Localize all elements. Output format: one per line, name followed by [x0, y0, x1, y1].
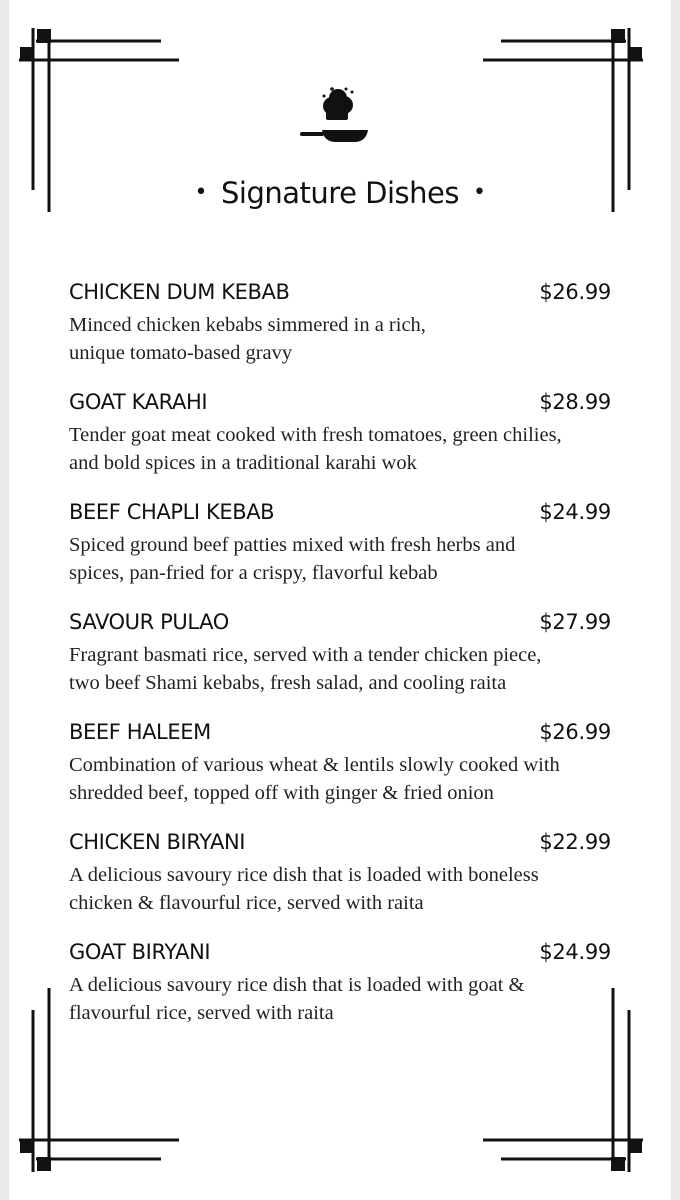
item-description: [69, 861, 619, 917]
item-name: GOAT KARAHI: [69, 390, 208, 414]
item-description-line: A delicious savoury rice dish that is loaded with goat &: [69, 974, 525, 996]
item-description-line: Tender goat meat cooked with fresh tomatoes, green chilies,: [69, 424, 562, 446]
item-description-line: flavourful rice, served with raita: [69, 1002, 334, 1024]
item-description: [69, 311, 619, 367]
page-title: [0, 176, 680, 210]
item-price: $24.99: [539, 940, 611, 964]
item-price: $26.99: [539, 720, 611, 744]
item-description: [69, 421, 619, 477]
item-description-line: and bold spices in a traditional karahi wok: [69, 452, 417, 474]
item-name: GOAT BIRYANI: [69, 940, 211, 964]
menu-item: [69, 830, 611, 940]
item-price: $24.99: [539, 500, 611, 524]
title-bullet-left: •: [194, 180, 208, 205]
item-name: BEEF HALEEM: [69, 720, 211, 744]
menu-item: [69, 390, 611, 500]
item-description-line: two beef Shami kebabs, fresh salad, and cooling raita: [69, 672, 507, 694]
item-price: $27.99: [539, 610, 611, 634]
item-description-line: shredded beef, topped off with ginger & fried onion: [69, 782, 494, 804]
menu-item: [69, 500, 611, 610]
item-name: CHICKEN DUM KEBAB: [69, 280, 290, 304]
title-text: Signature Dishes: [221, 176, 459, 210]
item-description-line: chicken & flavourful rice, served with raita: [69, 892, 424, 914]
menu-item: [69, 610, 611, 720]
item-description-line: unique tomato-based gravy: [69, 342, 293, 364]
item-name: SAVOUR PULAO: [69, 610, 229, 634]
item-description: [69, 641, 619, 697]
chef-pan-icon: [292, 84, 372, 146]
menu-item: [69, 720, 611, 830]
item-description-line: Minced chicken kebabs simmered in a rich,: [69, 314, 426, 336]
item-price: $22.99: [539, 830, 611, 854]
item-description: [69, 971, 619, 1027]
item-description-line: Combination of various wheat & lentils slowly cooked with: [69, 754, 560, 776]
menu-list: [69, 280, 611, 1050]
item-description: [69, 751, 619, 807]
item-description-line: Fragrant basmati rice, served with a tender chicken piece,: [69, 644, 542, 666]
item-description-line: A delicious savoury rice dish that is loaded with boneless: [69, 864, 539, 886]
menu-item: [69, 940, 611, 1050]
item-name: CHICKEN BIRYANI: [69, 830, 246, 854]
menu-item: [69, 280, 611, 390]
item-description-line: spices, pan-fried for a crispy, flavorful kebab: [69, 562, 438, 584]
item-description: [69, 531, 619, 587]
item-name: BEEF CHAPLI KEBAB: [69, 500, 275, 524]
item-description-line: Spiced ground beef patties mixed with fresh herbs and: [69, 534, 516, 556]
title-bullet-right: •: [472, 180, 486, 205]
item-price: $26.99: [539, 280, 611, 304]
item-price: $28.99: [539, 390, 611, 414]
